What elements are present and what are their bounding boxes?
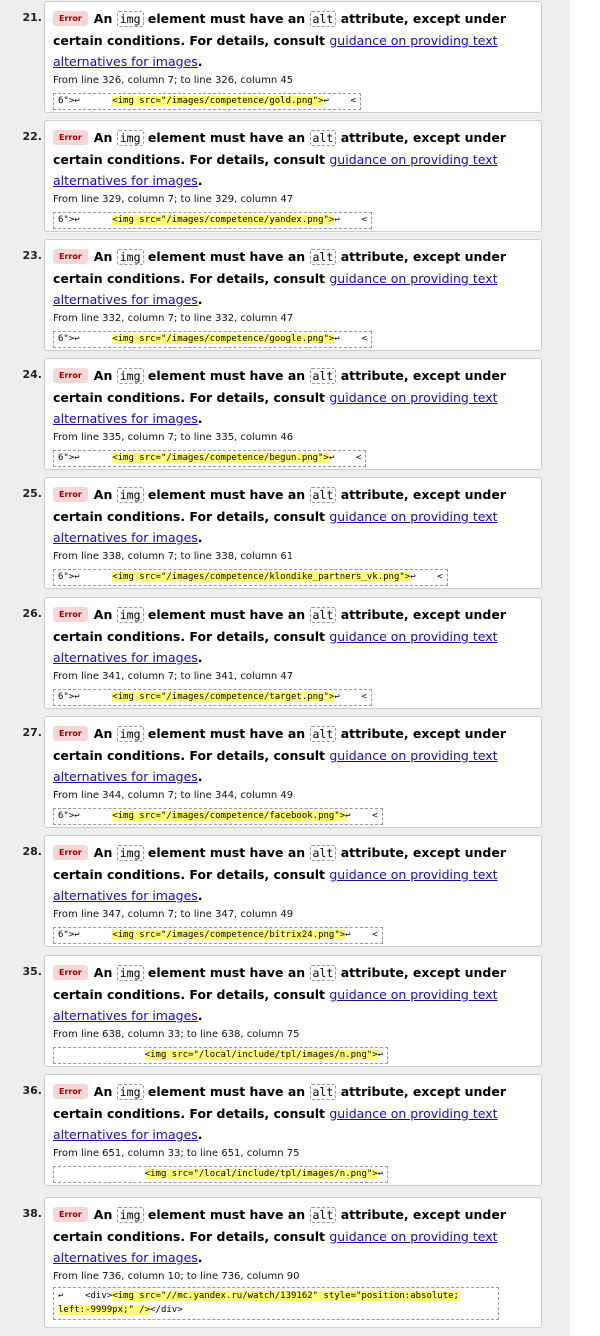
guidance-link[interactable]: guidance on providing text alternatives for images (53, 152, 498, 188)
code-img: img (117, 965, 144, 981)
extract-wrap (53, 1284, 541, 1320)
guidance-link[interactable]: guidance on providing text alternatives for images (53, 1229, 498, 1265)
guidance-link[interactable]: guidance on providing text alternatives for images (53, 987, 498, 1023)
extract-wrap (53, 445, 541, 467)
code-alt: alt (310, 1084, 337, 1100)
message-number: 35. (22, 965, 42, 978)
headline-text-an: An (93, 607, 113, 622)
error-badge: Error (53, 607, 88, 622)
message-location: From line 332, column 7; to line 332, column 47 (53, 313, 294, 324)
headline-period: . (197, 530, 203, 545)
headline-text-an: An (93, 249, 113, 264)
code-img: img (117, 11, 144, 27)
message-headline (53, 842, 523, 906)
message-location: From line 651, column 33; to line 651, column 75 (53, 1148, 300, 1159)
message-headline (53, 1204, 523, 1268)
validation-message (22, 1074, 542, 1186)
message-location: From line 341, column 7; to line 341, column 47 (53, 671, 294, 682)
extract-prefix: ↩ <div> (58, 1291, 113, 1301)
headline-text-after: attribute, except under certain conditions. For details, consult (53, 130, 507, 167)
code-alt: alt (310, 726, 337, 742)
extract-prefix: 6">↩ (58, 453, 113, 463)
error-badge: Error (53, 130, 88, 145)
extract-suffix: ↩ < (410, 572, 443, 582)
extract-prefix: 6">↩ (58, 334, 113, 344)
message-location: From line 638, column 33; to line 638, column 75 (53, 1029, 300, 1040)
extract-wrap (53, 326, 541, 348)
message-location: From line 736, column 10; to line 736, column 90 (53, 1271, 300, 1282)
guidance-link[interactable]: guidance on providing text alternatives for images (53, 748, 498, 784)
error-badge: Error (53, 487, 88, 502)
extract-prefix: 6">↩ (58, 692, 113, 702)
headline-text-an: An (93, 726, 113, 741)
extract-prefix: 6">↩ (58, 572, 113, 582)
message-number: 23. (22, 249, 42, 262)
error-badge: Error (53, 368, 88, 383)
extract-wrap (53, 207, 541, 229)
message-headline (53, 962, 523, 1026)
guidance-link[interactable]: guidance on providing text alternatives for images (53, 33, 498, 69)
headline-text-mid: element must have an (147, 726, 306, 741)
validation-message (22, 1, 542, 113)
headline-text-mid: element must have an (147, 1084, 306, 1099)
code-img: img (117, 845, 144, 861)
message-headline (53, 604, 523, 668)
headline-text-mid: element must have an (147, 130, 306, 145)
extract-line-1 (58, 1289, 494, 1303)
code-alt: alt (310, 130, 337, 146)
extract-wrap (53, 803, 541, 825)
error-badge: Error (53, 965, 88, 980)
extract-prefix: 6">↩ (58, 215, 113, 225)
extract-wrap (53, 684, 541, 706)
message-headline (53, 484, 523, 548)
message-headline (53, 246, 523, 310)
validation-message (22, 955, 542, 1067)
code-alt: alt (310, 487, 337, 503)
headline-text-an: An (93, 130, 113, 145)
error-badge: Error (53, 249, 88, 264)
source-extract (53, 93, 361, 110)
message-location: From line 344, column 7; to line 344, column 49 (53, 790, 294, 801)
message-headline (53, 127, 523, 191)
headline-text-mid: element must have an (147, 845, 306, 860)
source-extract (53, 1287, 499, 1320)
headline-period: . (197, 173, 203, 188)
extract-wrap (53, 922, 541, 944)
headline-text-an: An (93, 11, 113, 26)
headline-text-after: attribute, except under certain conditions. For details, consult (53, 845, 507, 882)
extract-prefix: 6">↩ (58, 811, 113, 821)
validation-message (22, 477, 542, 589)
extract-prefix (58, 1050, 145, 1060)
message-location: From line 329, column 7; to line 329, column 47 (53, 194, 294, 205)
guidance-link[interactable]: guidance on providing text alternatives for images (53, 271, 498, 307)
headline-text-an: An (93, 487, 113, 502)
extract-highlight: <img src="/local/include/tpl/images/n.png"> (144, 1169, 378, 1179)
code-alt: alt (310, 607, 337, 623)
headline-text-after: attribute, except under certain conditions. For details, consult (53, 726, 507, 763)
extract-highlight: <img src="/images/competence/klondike_partners_vk.png"> (112, 572, 411, 582)
code-alt: alt (310, 368, 337, 384)
message-number: 38. (22, 1207, 42, 1220)
headline-text-mid: element must have an (147, 249, 306, 264)
message-headline (53, 365, 523, 429)
extract-suffix: ↩ < (334, 215, 367, 225)
code-img: img (117, 130, 144, 146)
code-img: img (117, 1207, 144, 1223)
extract-highlight: <img src="/images/competence/bitrix24.png"> (112, 930, 346, 940)
headline-text-an: An (93, 965, 113, 980)
message-number: 22. (22, 130, 42, 143)
code-img: img (117, 1084, 144, 1100)
extract-highlight: <img src="/images/competence/yandex.png"> (112, 215, 335, 225)
extract-suffix: ↩ < (345, 811, 378, 821)
message-number: 27. (22, 726, 42, 739)
message-headline (53, 8, 523, 72)
source-extract (53, 212, 372, 229)
extract-suffix: ↩ (377, 1169, 384, 1179)
message-location: From line 335, column 7; to line 335, column 46 (53, 432, 294, 443)
headline-text-mid: element must have an (147, 1207, 306, 1222)
source-extract (53, 1166, 388, 1183)
headline-text-after: attribute, except under certain conditions. For details, consult (53, 368, 507, 405)
message-number: 28. (22, 845, 42, 858)
code-img: img (117, 368, 144, 384)
message-number: 21. (22, 11, 42, 24)
code-img: img (117, 249, 144, 265)
headline-period: . (197, 769, 203, 784)
message-number: 24. (22, 368, 42, 381)
code-alt: alt (310, 249, 337, 265)
message-headline (53, 723, 523, 787)
headline-text-mid: element must have an (147, 607, 306, 622)
guidance-link[interactable]: guidance on providing text alternatives for images (53, 1106, 498, 1142)
source-extract (53, 808, 383, 825)
headline-text-an: An (93, 845, 113, 860)
headline-text-after: attribute, except under certain conditions. For details, consult (53, 1084, 507, 1121)
code-img: img (117, 487, 144, 503)
extract-highlight: <img src="//mc.yandex.ru/watch/139162" style="position:absolute; (112, 1291, 459, 1301)
error-badge: Error (53, 11, 88, 26)
headline-text-after: attribute, except under certain conditions. For details, consult (53, 249, 507, 286)
validation-message (22, 120, 542, 232)
code-img: img (117, 607, 144, 623)
source-extract (53, 689, 372, 706)
extract-suffix: ↩ < (334, 334, 367, 344)
extract-highlight: <img src="/images/competence/gold.png"> (112, 96, 324, 106)
code-img: img (117, 726, 144, 742)
headline-period: . (197, 1008, 203, 1023)
extract-suffix: ↩ < (334, 692, 367, 702)
message-number: 25. (22, 487, 42, 500)
extract-suffix: ↩ < (323, 96, 357, 106)
guidance-link[interactable]: guidance on providing text alternatives for images (53, 390, 498, 426)
code-alt: alt (310, 1207, 337, 1223)
headline-text-mid: element must have an (147, 487, 306, 502)
guidance-link[interactable]: guidance on providing text alternatives for images (53, 867, 498, 903)
extract-highlight: <img src="/images/competence/begun.png"> (112, 453, 329, 463)
source-extract (53, 569, 448, 586)
extract-highlight: <img src="/images/competence/google.png"> (112, 334, 335, 344)
headline-period: . (197, 292, 203, 307)
validation-message (22, 239, 542, 351)
source-extract (53, 450, 366, 467)
extract-highlight: <img src="/images/competence/target.png"> (112, 692, 335, 702)
headline-text-an: An (93, 1084, 113, 1099)
extract-wrap (53, 1042, 541, 1064)
validation-message (22, 358, 542, 470)
code-alt: alt (310, 845, 337, 861)
headline-text-after: attribute, except under certain conditions. For details, consult (53, 11, 507, 48)
message-number: 26. (22, 607, 42, 620)
extract-suffix: ↩ < (328, 453, 362, 463)
message-headline (53, 1081, 523, 1145)
extract-suffix: ↩ < (345, 930, 378, 940)
source-extract (53, 1047, 388, 1064)
extract-line-2 (58, 1303, 494, 1317)
headline-period: . (197, 411, 203, 426)
extract-highlight-continued: left:-9999px;" /> (58, 1305, 151, 1315)
extract-wrap (53, 1161, 541, 1183)
extract-wrap (53, 564, 541, 586)
headline-text-after: attribute, except under certain conditions. For details, consult (53, 1207, 507, 1244)
headline-text-mid: element must have an (147, 965, 306, 980)
source-extract (53, 927, 383, 944)
error-badge: Error (53, 1207, 88, 1222)
extract-highlight: <img src="/images/competence/facebook.png"> (112, 811, 346, 821)
message-number: 36. (22, 1084, 42, 1097)
headline-period: . (197, 1250, 203, 1265)
extract-suffix: ↩ (377, 1050, 384, 1060)
extract-prefix: 6">↩ (58, 96, 113, 106)
validation-message (22, 597, 542, 709)
headline-text-after: attribute, except under certain conditions. For details, consult (53, 607, 507, 644)
headline-text-after: attribute, except under certain conditions. For details, consult (53, 965, 507, 1002)
extract-wrap (53, 88, 541, 110)
headline-period: . (197, 1127, 203, 1142)
validation-message (22, 835, 542, 947)
message-location: From line 347, column 7; to line 347, column 49 (53, 909, 294, 920)
headline-text-after: attribute, except under certain conditions. For details, consult (53, 487, 507, 524)
headline-period: . (197, 54, 203, 69)
guidance-link[interactable]: guidance on providing text alternatives for images (53, 629, 498, 665)
extract-prefix (58, 1169, 145, 1179)
validation-message (22, 716, 542, 828)
headline-period: . (197, 650, 203, 665)
headline-text-mid: element must have an (147, 11, 306, 26)
headline-text-an: An (93, 1207, 113, 1222)
guidance-link[interactable]: guidance on providing text alternatives for images (53, 509, 498, 545)
error-badge: Error (53, 1084, 88, 1099)
message-location: From line 338, column 7; to line 338, column 61 (53, 551, 294, 562)
headline-period: . (197, 888, 203, 903)
code-alt: alt (310, 11, 337, 27)
source-extract (53, 331, 372, 348)
extract-prefix: 6">↩ (58, 930, 113, 940)
error-badge: Error (53, 845, 88, 860)
error-badge: Error (53, 726, 88, 741)
extract-suffix: </div> (150, 1305, 183, 1315)
validation-message (22, 1197, 542, 1328)
extract-highlight: <img src="/local/include/tpl/images/n.png"> (144, 1050, 378, 1060)
code-alt: alt (310, 965, 337, 981)
message-location: From line 326, column 7; to line 326, column 45 (53, 75, 294, 86)
headline-text-mid: element must have an (147, 368, 306, 383)
headline-text-an: An (93, 368, 113, 383)
